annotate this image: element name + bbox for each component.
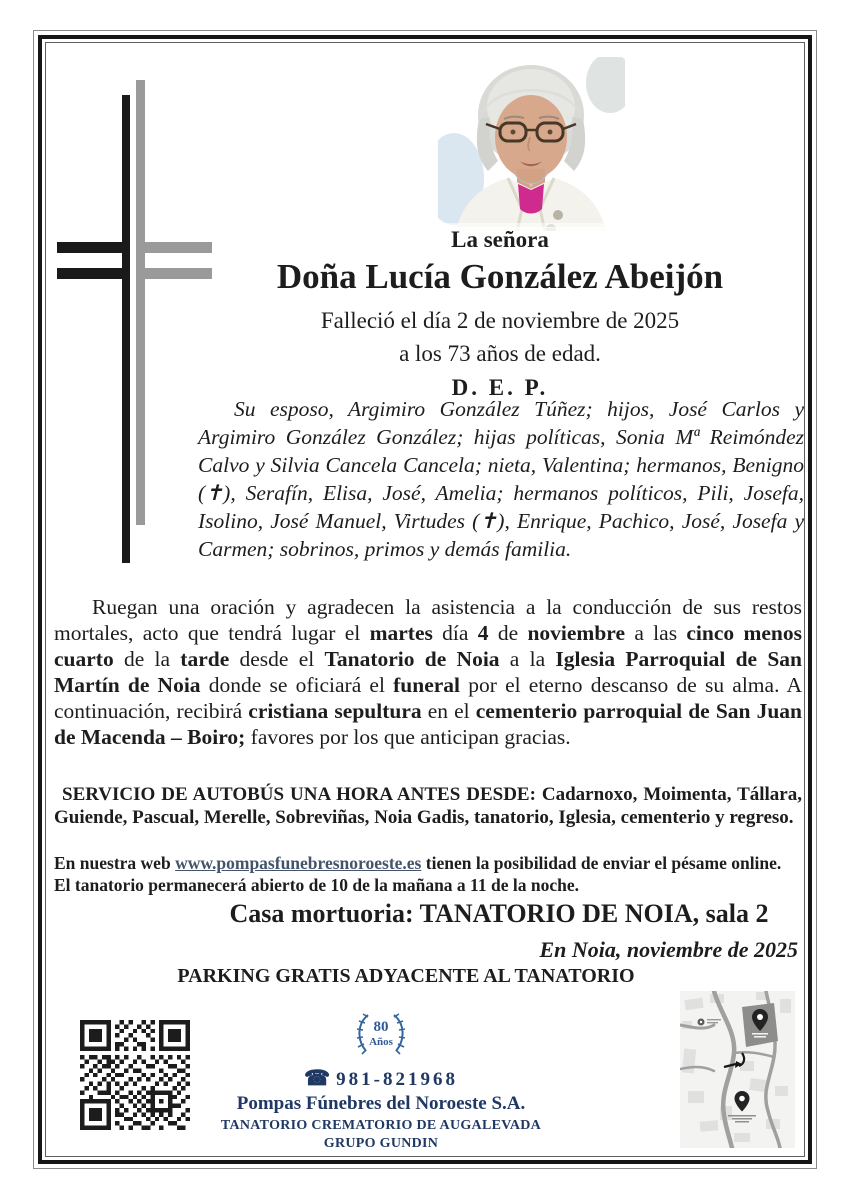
death-date-line: Falleció el día 2 de noviembre de 2025 — [320, 308, 680, 333]
phone-number: 981-821968 — [336, 1069, 458, 1090]
location-map-graphic — [680, 991, 795, 1148]
anniversary-80-badge — [346, 1009, 416, 1059]
salutation-text: La señora — [451, 227, 549, 252]
age-line: a los 73 años de edad. — [399, 341, 601, 366]
family-paragraph: Su esposo, Argimiro González Túñez; hijos, José Carlos y Argimiro González González; hijas políticas, Sonia Mª Reimóndez Calvo y Silvia Cancela Cancela; nieta, Valentina; hermanos, Benigno (✝), Serafín, Elisa, José, Amelia; hermanos políticos, Pili, Josefa, Isolino, José Manuel, Virtudes (✝), Enrique, Pachico, José, Josefa y Carmen; sobrinos, primos y demás familia. — [198, 397, 804, 561]
company-name: Pompas Fúnebres del Noroeste S.A. — [236, 1093, 526, 1114]
funeral-announcement-paragraph: Ruegan una oración y agradecen la asistencia a la conducción de sus restos mortales, acto que tendrá lugar el martes día 4 de noviembre a las cinco menos cuarto de la tarde desde el Tanatorio de Noia a la Iglesia Parroquial de San Martín de Noia donde se oficiará el funeral por el eterno descanso de su alma. A continuación, recibirá cristiana sepultura en el cementerio parroquial de San Juan de Macenda – Boiro; favores por los que anticipan gracias. — [54, 595, 803, 749]
location-map — [680, 991, 795, 1148]
facility-name: TANATORIO CREMATORIO DE AUGALEVADA — [220, 1118, 542, 1133]
inner-frame — [45, 42, 805, 1157]
portrait-photo — [438, 57, 625, 231]
group-name: GRUPO GUNDIN — [323, 1136, 439, 1151]
cross-black-arm-lower — [57, 268, 130, 279]
thick-frame — [38, 35, 812, 1164]
deceased-name: Doña Lucía González Abeijón — [276, 257, 724, 296]
place-date-line: En Noia, noviembre de 2025 — [539, 937, 798, 962]
cross-gray-vertical — [136, 80, 145, 525]
map-pin-top-icon — [752, 1009, 768, 1038]
qr-code — [80, 1020, 190, 1130]
portrait-illustration — [438, 57, 625, 231]
phone-icon: ☎ — [304, 1066, 331, 1090]
header-block — [194, 227, 805, 401]
tanatorio-hours-line: El tanatorio permanecerá abierto de 10 de la mañana a 11 de la noche. — [54, 875, 579, 895]
funeral-home-block — [181, 1009, 581, 1152]
bus-service-paragraph: SERVICIO DE AUTOBÚS UNA HORA ANTES DESDE: Cadarnoxo, Moimenta, Tállara, Guiende, Pascual, Merelle, Sobreviñas, Noia Gadis, tanatorio, Iglesia, cementerio y regreso. — [54, 784, 802, 828]
qr-code-graphic — [80, 1020, 190, 1130]
web-condolence-line: En nuestra web www.pompasfunebresnoroeste.es tienen la posibilidad de enviar el pésame online. — [54, 853, 782, 873]
dep-abbreviation: D. E. P. — [451, 375, 549, 400]
cross-black-vertical — [122, 95, 130, 563]
parking-line: PARKING GRATIS ADYACENTE AL TANATORIO — [177, 965, 635, 987]
svg-text:Años: Años — [369, 1036, 393, 1048]
cross-black-arm-upper — [57, 242, 130, 253]
mortuary-house-line: Casa mortuoria: TANATORIO DE NOIA, sala 2 — [229, 899, 769, 928]
svg-text:80: 80 — [373, 1019, 389, 1035]
phone-line — [181, 1066, 581, 1091]
outer-frame — [33, 30, 817, 1169]
website-link[interactable]: www.pompasfunebresnoroeste.es — [175, 853, 422, 873]
